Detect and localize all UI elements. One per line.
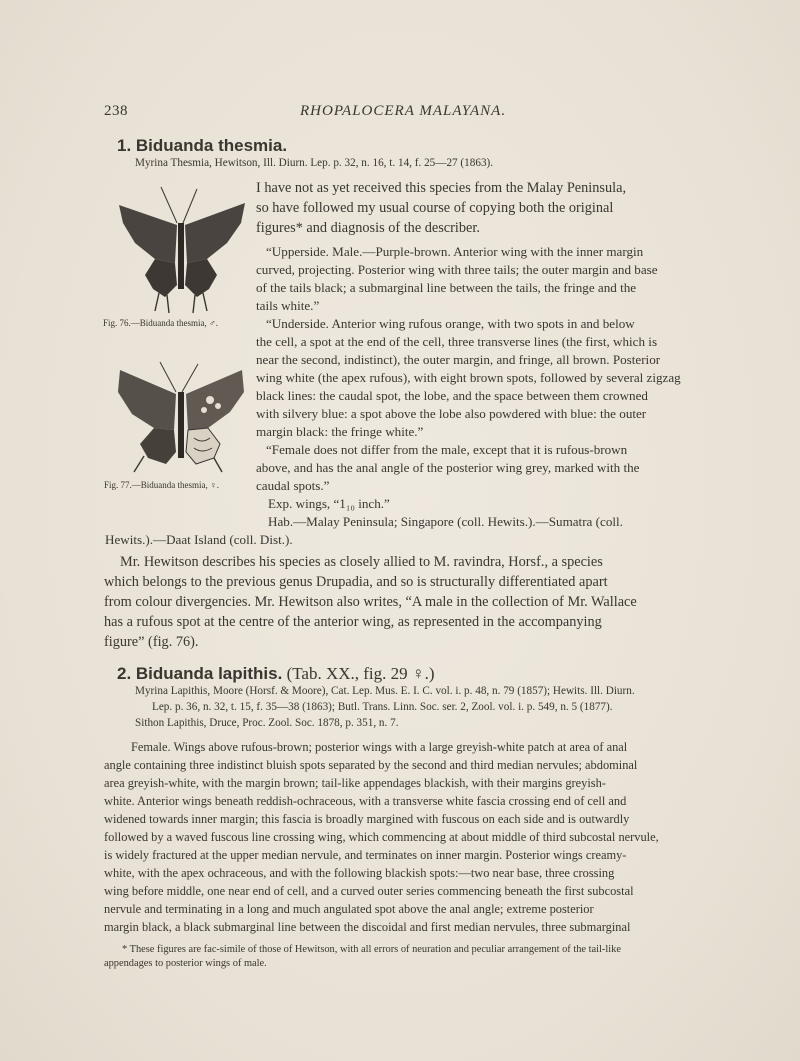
text-line: figures* and diagnosis of the describer. bbox=[256, 220, 480, 236]
text-line: white, with the apex ochraceous, and with the following blackish spots:—two near base, three crossing bbox=[104, 866, 615, 880]
footnote-line: appendages to posterior wings of male. bbox=[104, 958, 267, 969]
text-line: from colour divergencies. Mr. Hewitson also writes, “A male in the collection of Mr. Wallace bbox=[104, 594, 637, 610]
text-line: area greyish-white, with the margin brown; tail-like appendages blackish, with their margins greyish- bbox=[104, 776, 606, 790]
text-line: Female. Wings above rufous-brown; posterior wings with a large greyish-white patch at area of anal bbox=[131, 740, 628, 754]
running-title: RHOPALOCERA MALAYANA. bbox=[300, 103, 507, 119]
text-line: near the second, indistinct), the outer margin, and fringe, all brown. Posterior bbox=[256, 352, 661, 367]
text-line: of the tails black; a submarginal line between the tails, the fringe and the bbox=[256, 280, 637, 295]
text-line: Exp. wings, “1₁₀ inch.” bbox=[268, 496, 390, 511]
species-1-synonym: Myrina Thesmia, Hewitson, Ill. Diurn. Lep. p. 32, n. 16, t. 14, f. 25—27 (1863). bbox=[135, 157, 494, 169]
text-line: has a rufous spot at the centre of the anterior wing, as represented in the accompanying bbox=[104, 614, 602, 630]
text-line: nervule and terminating in a long and much angulated spot above the anal angle; extreme posterior bbox=[104, 902, 594, 916]
text-line: wing white (the apex rufous), with eight brown spots, followed by several zigzag bbox=[256, 370, 681, 385]
text-line: margin black: the fringe white.” bbox=[256, 424, 424, 439]
text-line: “Underside. Anterior wing rufous orange, with two spots in and below bbox=[266, 316, 635, 331]
text-line: black lines: the caudal spot, the lobe, and the space between them crowned bbox=[256, 388, 648, 403]
text-line: Mr. Hewitson describes his species as closely allied to M. ravindra, Horsf., a species bbox=[120, 554, 603, 570]
text-line: white. Anterior wings beneath reddish-ochraceous, with a transverse white fascia crossing end of cell and bbox=[104, 794, 627, 808]
figure-76-caption: Fig. 76.—Biduanda thesmia, ♂. bbox=[103, 318, 218, 328]
species-2-heading bbox=[117, 664, 435, 684]
page-number: 238 bbox=[104, 103, 128, 119]
text-line: with silvery blue: a spot above the lobe also powdered with blue: the outer bbox=[256, 406, 647, 421]
text-line: caudal spots.” bbox=[256, 478, 330, 493]
text-line: “Female does not differ from the male, except that it is rufous-brown bbox=[266, 442, 628, 457]
text-line: I have not as yet received this species from the Malay Peninsula, bbox=[256, 180, 627, 196]
species-2-name: 2. Biduanda lapithis. bbox=[117, 664, 283, 683]
text-line: wing before middle, one near end of cell, and a curved outer series commencing beneath the first subcostal bbox=[104, 884, 634, 898]
synonym-line: Myrina Lapithis, Moore (Horsf. & Moore), Cat. Lep. Mus. E. I. C. vol. i. p. 48, n. 79 (1857); Hewits. Ill. Diurn. bbox=[135, 685, 635, 697]
text-line: curved, projecting. Posterior wing with three tails; the outer margin and base bbox=[256, 262, 658, 277]
text-line: angle containing three indistinct bluish spots separated by the second and third median nervules; abdominal bbox=[104, 758, 638, 772]
synonym-line: Sithon Lapithis, Druce, Proc. Zool. Soc. 1878, p. 351, n. 7. bbox=[135, 717, 399, 729]
text-line: which belongs to the previous genus Drupadia, and so is structurally differentiated apart bbox=[104, 574, 608, 590]
text-line: margin black, a black submarginal line between the discoidal and first median nervules, three submarginal bbox=[104, 920, 631, 934]
text-line: “Upperside. Male.—Purple-brown. Anterior wing with the inner margin bbox=[266, 244, 644, 259]
habitat-line: Hewits.).—Daat Island (coll. Dist.). bbox=[105, 532, 293, 547]
figure-77-caption: Fig. 77.—Biduanda thesmia, ♀. bbox=[104, 480, 219, 490]
species-2-plate-ref: (Tab. XX., fig. 29 ♀.) bbox=[286, 664, 435, 683]
species-1-heading: 1. Biduanda thesmia. bbox=[117, 136, 288, 155]
text-line: figure” (fig. 76). bbox=[104, 634, 199, 650]
text-line: tails white.” bbox=[256, 298, 320, 313]
figure-77-butterfly-female bbox=[114, 360, 249, 475]
text-line: followed by a waved fuscous line crossing wing, which commencing at about middle of third subcostal nervule, bbox=[104, 830, 659, 844]
text-line: above, and has the anal angle of the posterior wing grey, marked with the bbox=[256, 460, 640, 475]
footnote-line: * These figures are fac-simile of those of Hewitson, with all errors of neuration and peculiar arrangement of the tail-like bbox=[122, 944, 621, 955]
habitat-line: Hab.—Malay Peninsula; Singapore (coll. Hewits.).—Sumatra (coll. bbox=[268, 514, 623, 529]
synonym-line: Lep. p. 36, n. 32, t. 15, f. 35—38 (1863); Butl. Trans. Linn. Soc. ser. 2, Zool. vol. i. p. 549, n. 5 (1877). bbox=[152, 701, 613, 713]
text-line: the cell, a spot at the end of the cell, three transverse lines (the first, which is bbox=[256, 334, 658, 349]
figure-76-butterfly-male bbox=[115, 185, 250, 315]
text-line: widened towards inner margin; this fascia is broadly margined with fuscous on each side and is outwardly bbox=[104, 812, 630, 826]
text-line: is widely fractured at the upper median nervule, and terminates on inner margin. Posterior wings creamy- bbox=[104, 848, 627, 862]
text-line: so have followed my usual course of copying both the original bbox=[256, 200, 614, 216]
